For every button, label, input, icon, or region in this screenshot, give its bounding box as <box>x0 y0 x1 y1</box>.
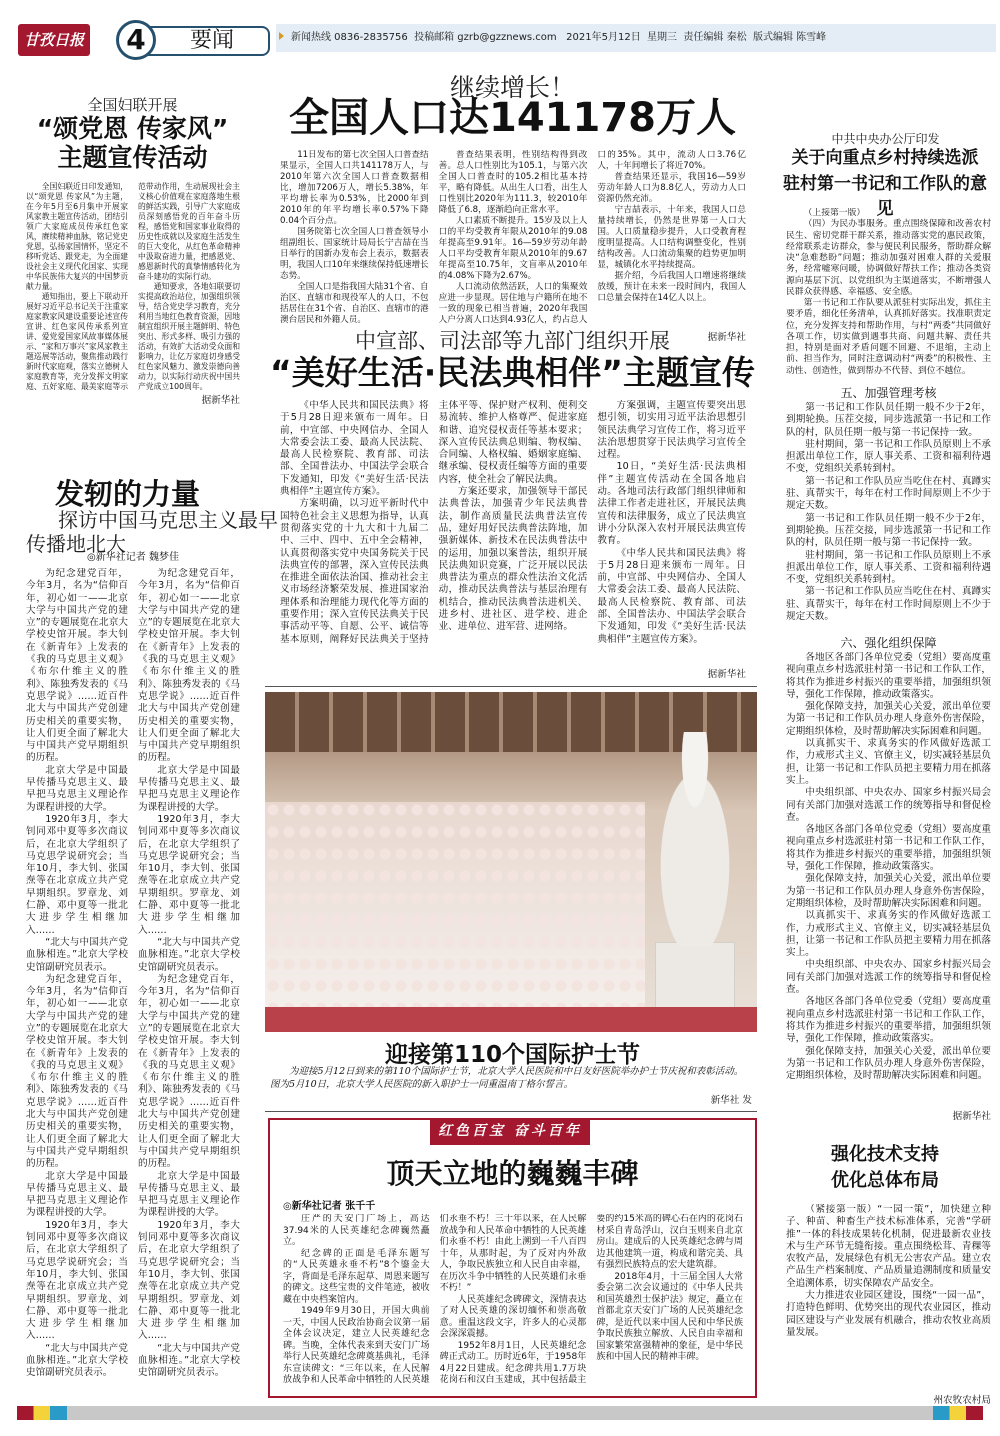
a3-title: 全国人口达141178万人 <box>289 95 736 141</box>
a6-title-line1: 关于向重点乡村持续选派 <box>791 148 979 168</box>
photo-caption: 为迎接5月12日到来的第110个国际护士节，北京大学人民医院和中日友好医院举办护士节庆祝和表彰活动。图为5月10日，北京大学人民医院的新入职护士一同重温南丁格尔誓言。 <box>270 1066 744 1090</box>
footer-bar <box>17 1406 983 1420</box>
paragraph: 中央组织部、中央农办、国家乡村振兴局会同有关部门加强对选派工作的统筹指导和督促检查。 <box>786 959 991 996</box>
paragraph: 以真抓实干、求真务实的作风做好选派工作，力戒形式主义、官僚主义，切实减轻基层负担，让第一书记和工作队员把主要精力用在抓落实上。 <box>786 738 991 786</box>
paragraph: 为纪念建党百年，今年3月，名为“信仰百年，初心如一——北京大学与中国共产党的建立”的专题展览在北京大学校史馆开展。李大钊在《新青年》上发表的《我的马克思主义观》《布尔什维主义的胜利》、陈独秀发表的《马克思学说》……近百件北大与中国共产党创建历史相关的重要实物，让人们更全面了解北大与中国共产党早期组织的历程。 <box>138 973 240 1170</box>
paragraph: 1920年3月，李大钊同邓中夏等多次商议后，在北京大学组织了马克思学说研究会；当年10月，李大钊、张国焘等在北京成立共产党早期组织。罗章龙、刘仁静、邓中夏等一批北大进步学生相继加入…… <box>26 813 128 936</box>
a7-body <box>786 1204 991 1390</box>
paragraph: 各地区各部门各单位党委（党组）要高度重视向重点乡村选派驻村第一书记和工作队工作，将其作为推进乡村振兴的重要举措，加强组织领导，强化工作保障，推动政策落实。 <box>786 652 991 700</box>
nurse-rows <box>265 802 645 1032</box>
a1-kicker: 全国妇联开展 <box>87 96 178 114</box>
a7-title-line1: 强化技术支持 <box>831 1144 939 1165</box>
paragraph: 第一书记和工作队要从派驻村实际出发，抓住主要矛盾，细化任务清单，认真抓好落实。找准职责定位，充分发挥支持和帮助作用，与村“两委”共同做好各项工作，切实做到遇事共商、问题共解、责任共担，特别是面对矛盾问题不回避、不退缩，主动上前、担当作为，同时注意调动村“两委”的积极性、主动性、创造性，做到帮办不代替、到位不越位。 <box>786 298 991 376</box>
paragraph: 普查结果还显示，我国16—59岁劳动年龄人口为8.8亿人，劳动力人口资源仍然充沛。 <box>597 172 746 205</box>
paragraph: 10日，“美好生活·民法典相伴”主题宣传活动在全国各地启动。各地司法行政部门组织律师和法律工作者走进社区，开展民法典宣传和法律服务，成立了民法典宣讲小分队深入农村开展民法典宣传教育。 <box>597 461 746 547</box>
a6-section6-heading: 六、强化组织保障 <box>840 636 937 650</box>
paragraph: 全国妇联近日印发通知，以“颂党恩 传家风”为主题，在今年5月至6月集中开展家风家教主题宣传活动，团结引领广大家庭成员传承红色家风，赓续精神血脉，铭记党史党恩，弘扬家国情怀，坚定不移听党话、跟党走，为全面建设社会主义现代化国家、实现中华民族伟大复兴的中国梦贡献力量。 <box>26 182 128 291</box>
paragraph: 为纪念建党百年，今年3月，名为“信仰百年，初心如一——北京大学与中国共产党的建立”的专题展览在北京大学校史馆开展。李大钊在《新青年》上发表的《我的马克思主义观》《布尔什维主义的胜利》、陈独秀发表的《马克思学说》……近百件北大与中国共产党创建历史相关的重要实物，让人们更全面了解北大与中国共产党早期组织的历程。 <box>26 568 128 764</box>
nurses-photo <box>265 692 757 1032</box>
paragraph: 1920年3月，李大钊同邓中夏等多次商议后，在北京大学组织了马克思学说研究会；当年10月，李大钊、张国焘等在北京成立共产党早期组织。罗章龙、刘仁静、邓中夏等一批北大进步学生相继加入…… <box>138 1219 240 1342</box>
statue <box>645 732 745 947</box>
paragraph: 北京大学是中国最早传播马克思主义、最早把马克思主义理论作为课程讲授的大学。 <box>138 764 240 813</box>
a3-source: 据新华社 <box>707 332 746 343</box>
footer-ornament-left <box>17 1406 67 1420</box>
a5-title: 顶天立地的巍巍丰碑 <box>386 1157 639 1190</box>
a6-source: 据新华社 <box>952 1111 991 1122</box>
paragraph: 为纪念建党百年，今年3月，名为“信仰百年，初心如一——北京大学与中国共产党的建立”的专题展览在北京大学校史馆开展。李大钊在《新青年》上发表的《我的马克思主义观》《布尔什维主义的胜利》、陈独秀发表的《马克思学说》……近百件北大与中国共产党创建历史相关的重要实物，让人们更全面了解北大与中国共产党早期组织的历程。 <box>26 973 128 1170</box>
paragraph: 第一书记和工作队员任期一般不少于2年，到期轮换。压茬交接，同步选派第一书记和工作队的村，队员任期一般与第一书记保持一致。 <box>786 402 991 438</box>
paragraph: 普查结果表明，性别结构得到改善。总人口性别比为105.1，与第六次全国人口普查时的105.2相比基本持平，略有降低。从出生人口看，出生人口性别比2020年为111.3，较2010年降低了6.8，逐渐趋向正常水平。 <box>438 150 588 216</box>
a6-kicker: 中共中央办公厅印发 <box>831 132 940 146</box>
newspaper-logo: 甘孜日报 <box>18 24 90 56</box>
paragraph: “北大与中国共产党血脉相连。”北京大学校史馆副研究员表示。 <box>26 1342 128 1379</box>
a2-byline: ◎新华社记者 魏梦佳 <box>87 552 179 563</box>
paragraph: 中央组织部、中央农办、国家乡村振兴局会同有关部门加强对选派工作的统筹指导和督促检查。 <box>786 787 991 823</box>
paragraph: 宁吉喆表示，十年来，我国人口总量持续增长，仍然是世界第一人口大国。人口质量稳步提升，人口受教育程度明显提高。人口结构调整变化，性别结构改善。人口流动集聚的趋势更加明显，城镇化水平持续提高。 <box>597 205 746 271</box>
paragraph: 北京大学是中国最早传播马克思主义、最早把马克思主义理论作为课程讲授的大学。 <box>26 764 128 813</box>
page-number-badge: 4 <box>116 20 156 60</box>
paragraph: 第一书记和工作队员应当吃住在村、真蹲实驻、真帮实干，每年在村工作时间原则上不少于规定天数。 <box>786 586 991 623</box>
paragraph: 国务院第七次全国人口普查领导小组副组长、国家统计局局长宁吉喆在当日举行的国新办发布会上表示，数据表明，我国人口10年来继续保持低速增长态势。 <box>280 227 429 282</box>
section-name: 要闻 <box>190 28 235 53</box>
a2-subtitle-line2: 传播地北大 <box>26 532 126 556</box>
paragraph: 驻村期间，第一书记和工作队员原则上不承担派出单位工作，原人事关系、工资和福利待遇不变，党组织关系转到村。 <box>786 549 991 586</box>
paragraph: 1952年8月1日，人民英雄纪念碑正式动工。历时近6年，于1958年4月22日建成。纪念碑共用1.7万块花岗石和汉白玉建成，其中包括最主要的约15米高的碑心石在内的花岗石材采自青岛浮山，汉白玉则来自北京房山。建成后的人民英雄纪念碑与周边其他建筑一道，构成和谐完美、具有强烈民族特点的宏大建筑群。 <box>439 1214 743 1386</box>
paragraph: 各地区各部门各单位党委（党组）要高度重视向重点乡村选派驻村第一书记和工作队工作，将其作为推进乡村振兴的重要举措，加强组织领导，强化工作保障，推动政策落实。 <box>786 824 991 873</box>
paragraph: “北大与中国共产党血脉相连。”北京大学校史馆副研究员表示。 <box>138 936 240 973</box>
a4-body <box>280 400 746 660</box>
paragraph: 庄严的天安门广场上，高达37.94米的人民英雄纪念碑巍然矗立。 <box>283 1214 430 1248</box>
paragraph: 通知要求，各地妇联要切实提高政治站位，加强组织领导，结合党史学习教育，充分利用当地红色教育资源，因地制宜组织开展主题鲜明、特色突出、形式多样、吸引力强的活动，有效扩大活动受众面和影响力，让亿万家庭切身感受红色家风魅力、激发崇德向善动力，以实际行动庆祝中国共产党成立100周年。 <box>138 281 240 391</box>
paragraph: 《中华人民共和国民法典》将于5月28日迎来颁布一周年。日前，中宣部、中央网信办、全国人大常委会法工委、最高人民法院、最高人民检察院、教育部、司法部、全国普法办、中国法学会联合下发通知，印发《“美好生活·民法典相伴”主题宣传方案》。 <box>597 547 746 645</box>
paragraph: 各地区各部门各单位党委（党组）要高度重视向重点乡村选派驻村第一书记和工作队工作，将其作为推进乡村振兴的重要举措，加强组织领导，强化工作保障，推动政策落实。 <box>786 996 991 1045</box>
paragraph: 全国人口是指我国大陆31个省、自治区、直辖市和现役军人的人口，不包括居住在31个省、自治区、直辖市的港澳台居民和外籍人员。 <box>280 282 429 326</box>
photo-credit: 新华社 发 <box>710 1095 752 1106</box>
a1-title-line2: 主题宣传活动 <box>57 143 208 172</box>
a2-subtitle-line1: 探访中国马克思主义最早 <box>58 508 278 532</box>
paragraph: 1949年9月30日，开国大典前一天，中国人民政治协商会议第一届全体会议决定，建立人民英雄纪念碑。当晚，全体代表来到天安门广场举行人民英雄纪念碑奠基典礼，毛泽东宣读碑文：“三年以来，在人民解放战争和人民革命中牺牲的人民英雄们永垂不朽！三十年以来，在人民解放战争和人民革命中牺牲的人民英雄们永垂不朽！由此上溯到一千八百四十年，从那时起，为了反对内外敌人，争取民族独立和人民自由幸福，在历次斗争中牺牲的人民英雄们永垂不朽！” <box>283 1214 587 1386</box>
paragraph: “北大与中国共产党血脉相连。”北京大学校史馆副研究员表示。 <box>26 936 128 973</box>
paragraph: 《中华人民共和国民法典》将于5月28日迎来颁布一周年。日前，中宣部、中央网信办、全国人大常委会法工委、最高人民法院、最高人民检察院、教育部、司法部、全国普法办、中国法学会联合下发通知，印发《“美好生活·民法典相伴”主题宣传方案》。 <box>280 400 429 498</box>
paragraph: 北京大学是中国最早传播马克思主义、最早把马克思主义理论作为课程讲授的大学。 <box>138 1170 240 1219</box>
paragraph: 方案明确，以习近平新时代中国特色社会主义思想为指导，认真贯彻落实党的十九大和十九届二中、三中、四中、五中全会精神，认真贯彻落实党中央国务院关于民法典宣传的部署，深入宣传民法典在推进全面依法治国、推动社会主义市场经济繁荣发展、推进国家治理体系和治理能力现代化等方面的重要作用；深入宣传民法典关于民事活动平等、自愿、公平、诚信等基本原则，阐释好民法典关于坚持主体平等、保护财产权利、便利交易流转、维护人格尊严、促进家庭和谐、追究侵权责任等基本要求；深入宣传民法典总则编、物权编、合同编、人格权编、婚姻家庭编、继承编、侵权责任编等方面的重要内容，使全社会了解民法典。 <box>280 400 588 645</box>
a4-source: 据新华社 <box>707 669 746 680</box>
paragraph: 强化保障支持，加强关心关爱，派出单位要为第一书记和工作队员办理人身意外伤害保险，定期组织体检，及时帮助解决实际困难和问题。 <box>786 701 991 737</box>
paragraph: 人口素质不断提升。15岁及以上人口的平均受教育年限从2010年的9.08年提高至9.91年。16—59岁劳动年龄人口平均受教育年限从2010年的9.67年提高至10.75年，文盲率从2010年的4.08%下降为2.67%。 <box>438 216 588 282</box>
a6-body-part2 <box>786 402 991 632</box>
divider <box>265 1111 757 1112</box>
a5-body <box>283 1214 743 1390</box>
a7-title-line2: 优化总体布局 <box>831 1170 939 1191</box>
a2-body <box>26 568 240 1393</box>
paragraph: 1920年3月，李大钊同邓中夏等多次商议后，在北京大学组织了马克思学说研究会；当年10月，李大钊、张国焘等在北京成立共产党早期组织。罗章龙、刘仁静、邓中夏等一批北大进步学生相继加入…… <box>26 1219 128 1342</box>
column-banner: 红色百宝 奋斗百年 <box>430 1118 590 1145</box>
masthead <box>0 0 1000 60</box>
a6-section5-heading: 五、加强管理考核 <box>840 386 937 400</box>
paragraph: 1920年3月，李大钊同邓中夏等多次商议后，在北京大学组织了马克思学说研究会；当年10月，李大钊、张国焘等在北京成立共产党早期组织。罗章龙、刘仁静、邓中夏等一批北大进步学生相继加入…… <box>138 813 240 936</box>
paragraph: （上接第一版） <box>803 208 866 218</box>
paragraph: 纪念碑的正面是毛泽东题写的“人民英雄永垂不朽”8个鎏金大字，背面是毛泽东起草、周恩来题写的碑文。这些宝贵的文件笔迹，被收藏在中央档案馆内。 <box>283 1248 430 1305</box>
a6-title-line2: 驻村第一书记和工作队的意见 <box>783 174 987 219</box>
paragraph: （四）为民办事服务。重点围绕保障和改善农村民生、密切党群干群关系，推动落实党的惠民政策，经常联系走访群众，参与便民利民服务，帮助群众解决“急难愁盼”问题；推动加强对困难人群的关爱服务，经常嘘寒问暖，协调做好帮扶工作；推动各类资源向基层下沉、以党组织为主渠道落实，不断增强人民群众获得感、幸福感、安全感。 <box>786 219 991 297</box>
paragraph: 人民英雄纪念碑碑文，深情表达了对人民英雄的深切缅怀和崇高敬意。重温这段文字，许多人的心灵都会深深震撼。 <box>439 1294 587 1340</box>
paragraph: 2018年4月，十三届全国人大常委会第二次会议通过的《中华人民共和国英雄烈士保护法》规定，矗立在首都北京天安门广场的人民英雄纪念碑，是近代以来中国人民和中华民族争取民族独立解放、人民自由幸福和国家繁荣富强精神的象征，是中华民族和中国人民的精神丰碑。 <box>596 1271 743 1363</box>
paragraph: 人口流动依然活跃，人口的集聚效应进一步显现。居住地与户籍所在地不一致的现象已相当普遍，2020年我国人户分离人口达到4.93亿人，约占总人口的35%。其中，流动人口3.76亿人，十年间增长了将近70%。 <box>438 150 746 326</box>
paragraph: 驻村期间，第一书记和工作队员原则上不承担派出单位工作，原人事关系、工资和福利待遇不变，党组织关系转到村。 <box>786 438 991 475</box>
a2-title: 发轫的力量 <box>54 477 200 511</box>
paragraph: 为纪念建党百年，今年3月，名为“信仰百年，初心如一——北京大学与中国共产党的建立”的专题展览在北京大学校史馆开展。李大钊在《新青年》上发表的《我的马克思主义观》《布尔什维主义的胜利》、陈独秀发表的《马克思学说》……近百件北大与中国共产党创建历史相关的重要实物，让人们更全面了解北大与中国共产党早期组织的历程。 <box>138 568 240 764</box>
a6-body-part1 <box>786 208 991 380</box>
footer-ornament-right <box>933 1406 983 1420</box>
paragraph: 第一书记和工作队员任期一般不少于2年，到期轮换。压茬交接，同步选派第一书记和工作队的村，队员任期一般与第一书记保持一致。 <box>786 512 991 549</box>
a4-kicker: 中宣部、司法部等九部门组织开展 <box>355 329 670 353</box>
divider <box>265 686 757 687</box>
paragraph: 方案还要求，加强领导干部民法典普法，加强青少年民法典普法，制作高质量民法典普法宣传品，建好用好民法典普法阵地，加强新媒体、新技术在民法典普法中的运用，加强以案普法，组织开展民法典知识竞赛，广泛开展以民法典普法为重点的群众性法治文化活动，推动民法典普法与基层治理有机结合，推动民法典普法进机关、进乡村、进社区、进学校、进企业、进单位、进军营、进网络。 <box>438 486 588 633</box>
paragraph: 11日发布的第七次全国人口普查结果显示，全国人口共141178万人，与2010年第六次全国人口普查数据相比，增加7206万人，增长5.38%，年平均增长率为0.53%，比2000年到2010年的年平均增长率0.57%下降0.04个百分点。 <box>280 150 429 227</box>
photo-title: 迎接第110个国际护士节 <box>384 1042 640 1068</box>
a6-body-part3 <box>786 652 991 1107</box>
a1-source: 据新华社 <box>201 395 240 406</box>
paragraph: 以真抓实干、求真务实的作风做好选派工作，力戒形式主义、官僚主义，切实减轻基层负担，让第一书记和工作队员把主要精力用在抓落实上。 <box>786 910 991 959</box>
paragraph: 强化保障支持，加强关心关爱，派出单位要为第一书记和工作队员办理人身意外伤害保险，定期组织体检，及时帮助解决实际困难和问题。 <box>786 1045 991 1082</box>
a1-title-line1: “颂党恩 传家风” <box>36 114 229 143</box>
paragraph: 强化保障支持，加强关心关爱，派出单位要为第一书记和工作队员办理人身意外伤害保险，定期组织体检，及时帮助解决实际困难和问题。 <box>786 873 991 909</box>
a7-source: 州农牧农村局 <box>933 1395 991 1406</box>
carpet <box>265 1007 757 1032</box>
a3-body <box>280 150 746 328</box>
paragraph: “北大与中国共产党血脉相连。”北京大学校史馆副研究员表示。 <box>138 1342 240 1379</box>
paragraph: （紧接第一版）“一园一策”，加快建立种子、种苗、种畜生产技术标准体系，完善“学研推”一体的科技成果转化机制，促进最新农业技术与生产环节无缝衔接。重点围绕松茸、青稞等农牧产品，发展绿色有机无公害农产品。建立农产品生产档案制度、产品质量追溯制度和质量安全追溯体系，切实保障农产品安全。 <box>786 1204 991 1289</box>
paragraph: 第一书记和工作队员应当吃住在村、真蹲实驻、真帮实干，每年在村工作时间原则上不少于规定天数。 <box>786 475 991 512</box>
a3-kicker: 继续增长！ <box>449 73 575 102</box>
paragraph: 据介绍，今后我国人口增速将继续放缓，预计在未来一段时间内，我国人口总量会保持在14亿人以上。 <box>597 271 746 304</box>
a5-byline: ◎新华社记者 张千千 <box>283 1201 376 1212</box>
a4-title: “美好生活·民法典相伴”主题宣传 <box>270 353 755 392</box>
paragraph: 方案强调，主题宣传要突出思想引领，切实用习近平法治思想引领民法典学习宣传工作，将习近平法治思想贯穿于民法典学习宣传全过程。 <box>597 400 746 461</box>
info-text: 新闻热线 0836-2835756 投稿邮箱 gzrb@gzznews.com 2021年5月12日 星期三 责任编辑 秦松 版式编辑 陈雪峰 <box>291 32 827 43</box>
arrow-icon <box>279 32 284 40</box>
paragraph: 大力推进农业园区建设，围绕“一园一品”，打造特色鲜明、优势突出的现代农业园区，推动园区建设与产业发展有机融合，推动农牧业高质量发展。 <box>786 1290 991 1338</box>
paragraph: 通知指出，要上下联动开展好习近平总书记关于注重家庭家教家风建设重要论述宣传宣讲、红色家风传承系列宣讲、爱党爱国家风故事媒体展示、“家和万事兴”家风家教主题巡展等活动，聚焦推动践行新时代家庭观，落实立德树人家庭教育等，充分发挥文明家庭、五好家庭、最美家庭等示范带动作用，生动展现社会主义核心价值观在家庭落地生根的鲜活实践，引导广大家庭成员深刻感悟党的百年奋斗历程，感悟党和国家事业取得的历史性成就以及家庭生活发生的巨大变化，从红色革命精神中汲取奋进力量，把感恩党、感恩新时代的真挚情感转化为奋斗建功的实际行动。 <box>26 182 240 391</box>
a1-body <box>26 182 240 392</box>
paragraph: 北京大学是中国最早传播马克思主义、最早把马克思主义理论作为课程讲授的大学。 <box>26 1170 128 1219</box>
